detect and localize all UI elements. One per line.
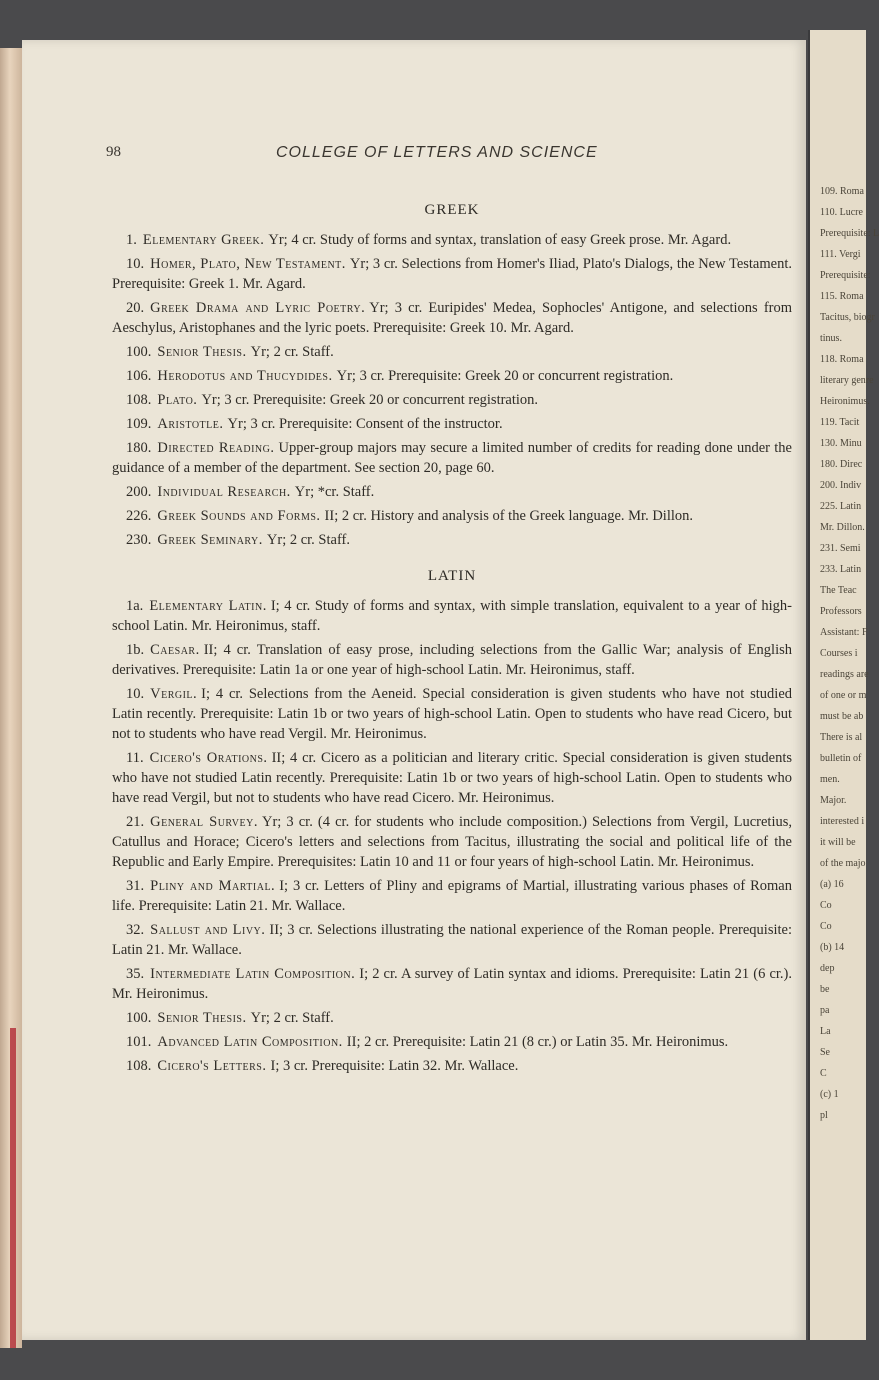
course-title: Pliny and Martial. <box>150 878 276 894</box>
course-entry <box>112 1056 792 1076</box>
facing-page-fragment: There is al <box>820 732 863 743</box>
course-entry <box>112 390 792 410</box>
course-description: Yr; 3 cr. Prerequisite: Greek 20 or concurrent registration. <box>336 368 674 384</box>
facing-page-fragment: Major. <box>820 795 847 806</box>
course-title: Greek Drama and Lyric Poetry. <box>150 300 366 316</box>
course-number: 31. <box>126 878 145 894</box>
course-number: 101. <box>126 1034 152 1050</box>
course-title: General Survey. <box>150 814 258 830</box>
course-number: 180. <box>126 440 152 456</box>
course-entry <box>112 342 792 362</box>
course-title: Advanced Latin Composition. <box>157 1034 343 1050</box>
course-description: I; 3 cr. Letters of Pliny and epigrams of Martial, illustrating various phases of Roman life. Prerequisite: Latin 21. Mr. Wallace. <box>112 878 792 914</box>
course-title: Homer, Plato, New Testament. <box>150 256 346 272</box>
course-entry <box>112 366 792 386</box>
facing-page-fragment: of one or m <box>820 690 867 701</box>
course-number: 20. <box>126 300 145 316</box>
latin-course-list <box>112 596 792 1076</box>
course-title: Senior Thesis. <box>157 1010 247 1026</box>
course-description: Yr; 3 cr. Euripides' Medea, Sophocles' Antigone, and selections from Aeschylus, Aristophanes and the lyric poets. Prerequisite: Greek 10. Mr. Agard. <box>112 300 793 336</box>
facing-page-fragment: 200. Indiv <box>820 480 862 491</box>
course-title: Senior Thesis. <box>157 344 247 360</box>
facing-page-fragment: (c) 1 <box>820 1089 839 1100</box>
course-number: 1. <box>126 232 137 248</box>
course-entry <box>112 640 792 680</box>
course-entry <box>112 1032 792 1052</box>
facing-page-fragment: Heironimus. <box>820 396 870 407</box>
facing-page-fragment: literary genre <box>820 375 874 386</box>
facing-page-fragment: it will be <box>820 837 856 848</box>
course-entry <box>112 438 792 478</box>
course-number: 21. <box>126 814 145 830</box>
course-description: II; 2 cr. Prerequisite: Latin 21 (8 cr.) or Latin 35. Mr. Heironimus. <box>346 1034 729 1050</box>
course-entry <box>112 254 792 294</box>
course-number: 10. <box>126 686 145 702</box>
course-description: I; 4 cr. Study of forms and syntax, with simple translation, equivalent to a year of high-school Latin. Mr. Heironimus, staff. <box>112 598 792 634</box>
facing-page-fragment: Se <box>820 1047 830 1058</box>
course-title: Cicero's Orations. <box>149 750 268 766</box>
facing-page-fragment: Courses i <box>820 648 858 659</box>
course-title: Directed Reading. <box>157 440 275 456</box>
course-entry <box>112 876 792 916</box>
course-description: I; 2 cr. A survey of Latin syntax and idioms. Prerequisite: Latin 21 (6 cr.). Mr. Heironimus. <box>112 966 792 1002</box>
facing-page-fragment: 180. Direc <box>820 459 863 470</box>
facing-page-fragment: bulletin of <box>820 753 862 764</box>
course-title: Cicero's Letters. <box>157 1058 267 1074</box>
course-title: Individual Research. <box>157 484 291 500</box>
facing-page-fragment: Co <box>820 900 832 911</box>
course-number: 100. <box>126 1010 152 1026</box>
course-entry <box>112 230 792 250</box>
facing-page-fragment: 115. Roma <box>820 291 864 302</box>
course-title: Intermediate Latin Composition. <box>150 966 356 982</box>
course-description: II; 4 cr. Cicero as a politician and literary critic. Special consideration is given students who have not studied Latin recently. Prerequisite: Latin 1b or two years of high-school Latin. Open to students who have read Vergil, but not to students who have read Cicero. Mr. Heironimus. <box>112 750 793 806</box>
course-number: 35. <box>126 966 145 982</box>
page-number: 98 <box>106 144 121 160</box>
course-description: Yr; 3 cr. Prerequisite: Consent of the instructor. <box>227 416 503 432</box>
facing-page-fragment: dep <box>820 963 835 974</box>
facing-page-fragment: 231. Semi <box>820 543 861 554</box>
course-title: Greek Sounds and Forms. <box>157 508 321 524</box>
facing-page-fragment: La <box>820 1026 831 1037</box>
course-description: Yr; 3 cr. Selections from Homer's Iliad, Plato's Dialogs, the New Testament. Prerequisite: Greek 1. Mr. Agard. <box>112 256 792 292</box>
course-description: II; 4 cr. Translation of easy prose, including selections from the Gallic War; analysis of English derivatives. Prerequisite: Latin 1a or one year of high-school Latin. Mr. Heironimus, staff. <box>112 642 792 678</box>
course-title: Caesar. <box>150 642 200 658</box>
course-entry <box>112 684 792 744</box>
facing-page-fragment: 233. Latin <box>820 564 862 575</box>
facing-page-fragment: 110. Lucre <box>820 207 863 218</box>
course-description: Yr; *cr. Staff. <box>294 484 375 500</box>
facing-page-fragment: 225. Latin <box>820 501 862 512</box>
course-entry <box>112 530 792 550</box>
course-entry <box>112 812 792 872</box>
course-entry <box>112 414 792 434</box>
catalog-content <box>112 200 792 1080</box>
facing-page-edge <box>808 30 879 1340</box>
course-number: 108. <box>126 1058 152 1074</box>
facing-page-fragment: tinus. <box>820 333 842 344</box>
facing-page-fragment: Co <box>820 921 832 932</box>
course-entry <box>112 1008 792 1028</box>
course-title: Herodotus and Thucydides. <box>157 368 333 384</box>
course-description: I; 4 cr. Selections from the Aeneid. Special consideration is given students who have not studied Latin recently. Prerequisite: Latin 1b or two years of high-school Latin. Open to students who have read Cicero, but not to students who have read Vergil. Mr. Heironimus. <box>112 686 792 742</box>
course-entry <box>112 298 792 338</box>
course-number: 226. <box>126 508 152 524</box>
course-number: 10. <box>126 256 145 272</box>
course-number: 100. <box>126 344 152 360</box>
facing-page-fragment: Tacitus, biogr <box>820 312 875 323</box>
course-number: 32. <box>126 922 145 938</box>
facing-page-fragment: of the majo <box>820 858 866 869</box>
course-number: 11. <box>126 750 144 766</box>
course-entry <box>112 482 792 502</box>
course-description: Yr; 2 cr. Staff. <box>250 1010 334 1026</box>
course-description: Yr; 3 cr. Prerequisite: Greek 20 or concurrent registration. <box>201 392 539 408</box>
course-description: Upper-group majors may secure a limited number of credits for reading done under the guidance of a member of the department. See section 20, page 60. <box>112 440 792 476</box>
course-entry <box>112 920 792 960</box>
course-entry <box>112 596 792 636</box>
course-title: Elementary Greek. <box>142 232 265 248</box>
course-description: Yr; 2 cr. Staff. <box>250 344 334 360</box>
facing-page-fragment: Prerequisite: <box>820 270 871 281</box>
running-head <box>100 144 800 166</box>
spine-edge <box>10 1028 16 1348</box>
course-title: Sallust and Livy. <box>150 922 266 938</box>
facing-page-fragment: The Teac <box>820 585 857 596</box>
facing-page-fragment: men. <box>820 774 840 785</box>
facing-page-fragment: 111. Vergi <box>820 249 861 260</box>
course-number: 106. <box>126 368 152 384</box>
course-description: Yr; 3 cr. (4 cr. for students who include composition.) Selections from Vergil, Lucretius, Catullus and Horace; Cicero's letters and selections from Tacitus, illustrating the social and political life of the Republic and Early Empire. Prerequisites: Latin 10 and 11 or four years of high-school Latin. Mr. Heironimus. <box>112 814 792 870</box>
course-title: Elementary Latin. <box>149 598 267 614</box>
facing-page-fragment: Professors <box>820 606 862 617</box>
course-number: 1b. <box>126 642 145 658</box>
course-entry <box>112 964 792 1004</box>
facing-page-fragment: C <box>820 1068 827 1079</box>
facing-page-fragment: Mr. Dillon. <box>820 522 865 533</box>
section-title-greek: GREEK <box>424 202 480 218</box>
course-number: 230. <box>126 532 152 548</box>
course-title: Greek Seminary. <box>157 532 263 548</box>
course-number: 1a. <box>126 598 144 614</box>
facing-page-fragment: readings are <box>820 669 869 680</box>
facing-page-fragment: pl <box>820 1110 828 1121</box>
course-number: 108. <box>126 392 152 408</box>
facing-page-fragment: must be ab <box>820 711 864 722</box>
course-description: II; 3 cr. Selections illustrating the national experience of the Roman people. Prerequisite: Latin 21. Mr. Wallace. <box>112 922 792 958</box>
facing-page-fragment: Prerequisite: L <box>820 228 879 239</box>
course-number: 109. <box>126 416 152 432</box>
course-entry <box>112 748 792 808</box>
facing-page-fragment: Assistant: F <box>820 627 868 638</box>
greek-course-list <box>112 230 792 550</box>
course-title: Aristotle. <box>157 416 224 432</box>
facing-page-fragment: interested i <box>820 816 865 827</box>
facing-page-fragment: (b) 14 <box>820 942 845 953</box>
course-number: 200. <box>126 484 152 500</box>
facing-page-fragment: 109. Roma <box>820 186 864 197</box>
course-entry <box>112 506 792 526</box>
course-description: II; 2 cr. History and analysis of the Greek language. Mr. Dillon. <box>324 508 694 524</box>
course-title: Plato. <box>157 392 198 408</box>
facing-page-fragment: (a) 16 <box>820 879 844 890</box>
running-head-title: COLLEGE OF LETTERS AND SCIENCE <box>276 144 598 161</box>
facing-page-fragment: pa <box>820 1005 830 1016</box>
facing-page-fragment: be <box>820 984 830 995</box>
course-description: Yr; 4 cr. Study of forms and syntax, translation of easy Greek prose. Mr. Agard. <box>268 232 732 248</box>
facing-page-fragment: 130. Minu <box>820 438 862 449</box>
course-description: I; 3 cr. Prerequisite: Latin 32. Mr. Wallace. <box>270 1058 519 1074</box>
course-description: Yr; 2 cr. Staff. <box>266 532 350 548</box>
facing-page-fragment: 119. Tacit <box>820 417 860 428</box>
facing-page-fragment: 118. Roma <box>820 354 864 365</box>
book-spine <box>0 48 22 1348</box>
course-title: Vergil. <box>150 686 198 702</box>
section-title-latin: LATIN <box>427 568 477 584</box>
